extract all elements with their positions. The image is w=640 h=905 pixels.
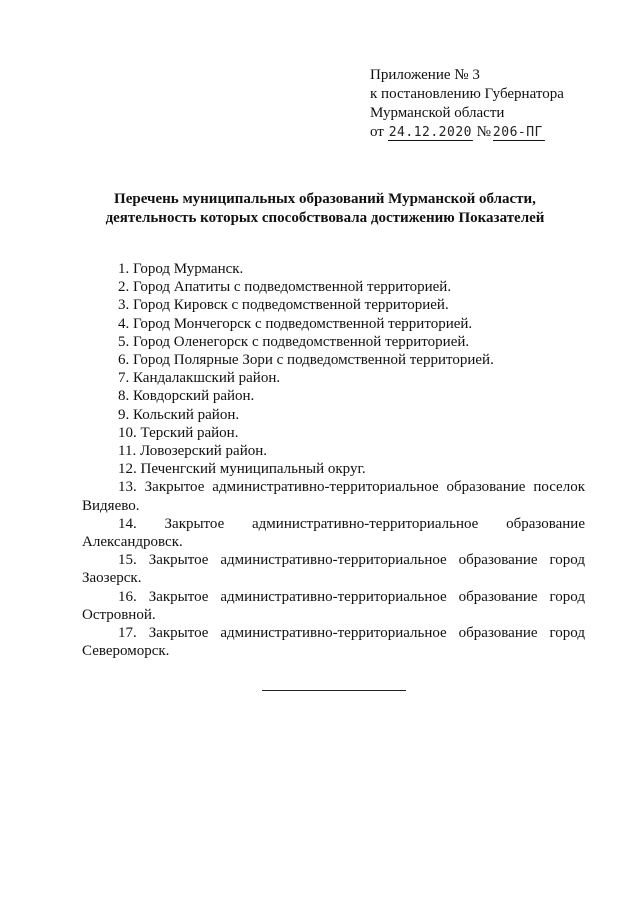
appendix-number: Приложение № 3 — [370, 67, 480, 83]
list-item: 8. Ковдорский район. — [118, 388, 255, 405]
list-item: 13. Закрытое административно-территориальное образование поселок Видяево. — [82, 479, 585, 514]
appendix-header — [370, 66, 564, 142]
list-item: 12. Печенгский муниципальный округ. — [118, 461, 366, 478]
list-item: 5. Город Оленегорск с подведомственной территорией. — [118, 333, 470, 350]
appendix-reference: к постановлению Губернатора — [370, 86, 564, 102]
list-item: 14. Закрытое административно-территориальное образование Александровск. — [82, 515, 585, 551]
list-item: 17. Закрытое административно-территориальное образование город Североморск. — [82, 625, 585, 660]
list-item: 9. Кольский район. — [118, 406, 240, 423]
decree-number: 206-ПГ — [493, 125, 545, 141]
list-item: 4. Город Мончегорск с подведомственной территорией. — [118, 315, 473, 332]
end-divider — [262, 690, 406, 691]
municipality-list — [82, 260, 585, 660]
appendix-region: Мурманской области — [370, 105, 505, 121]
list-item: 3. Город Кировск с подведомственной территорией. — [118, 297, 449, 314]
list-item: 1. Город Мурманск. — [118, 261, 244, 277]
from-label: от — [370, 124, 384, 140]
list-item: 16. Закрытое административно-территориальное образование город Островной. — [82, 588, 585, 623]
list-item: 7. Кандалакшский район. — [118, 370, 281, 387]
list-item: 15. Закрытое административно-территориальное образование город Заозерск. — [82, 552, 585, 587]
list-item: 10. Терский район. — [118, 424, 239, 441]
title-line-1: Перечень муниципальных образований Мурманской области, — [114, 191, 536, 207]
title-line-2: деятельность которых способствовала достижению Показателей — [105, 210, 545, 226]
appendix-date-line — [370, 123, 564, 142]
document-title — [60, 190, 590, 228]
list-item: 6. Город Полярные Зори с подведомственной территорией. — [118, 352, 494, 369]
list-item: 11. Ловозерский район. — [118, 443, 268, 460]
list-item: 2. Город Апатиты с подведомственной территорией. — [118, 279, 452, 296]
number-label: № — [476, 124, 491, 140]
decree-date: 24.12.2020 — [388, 125, 472, 140]
